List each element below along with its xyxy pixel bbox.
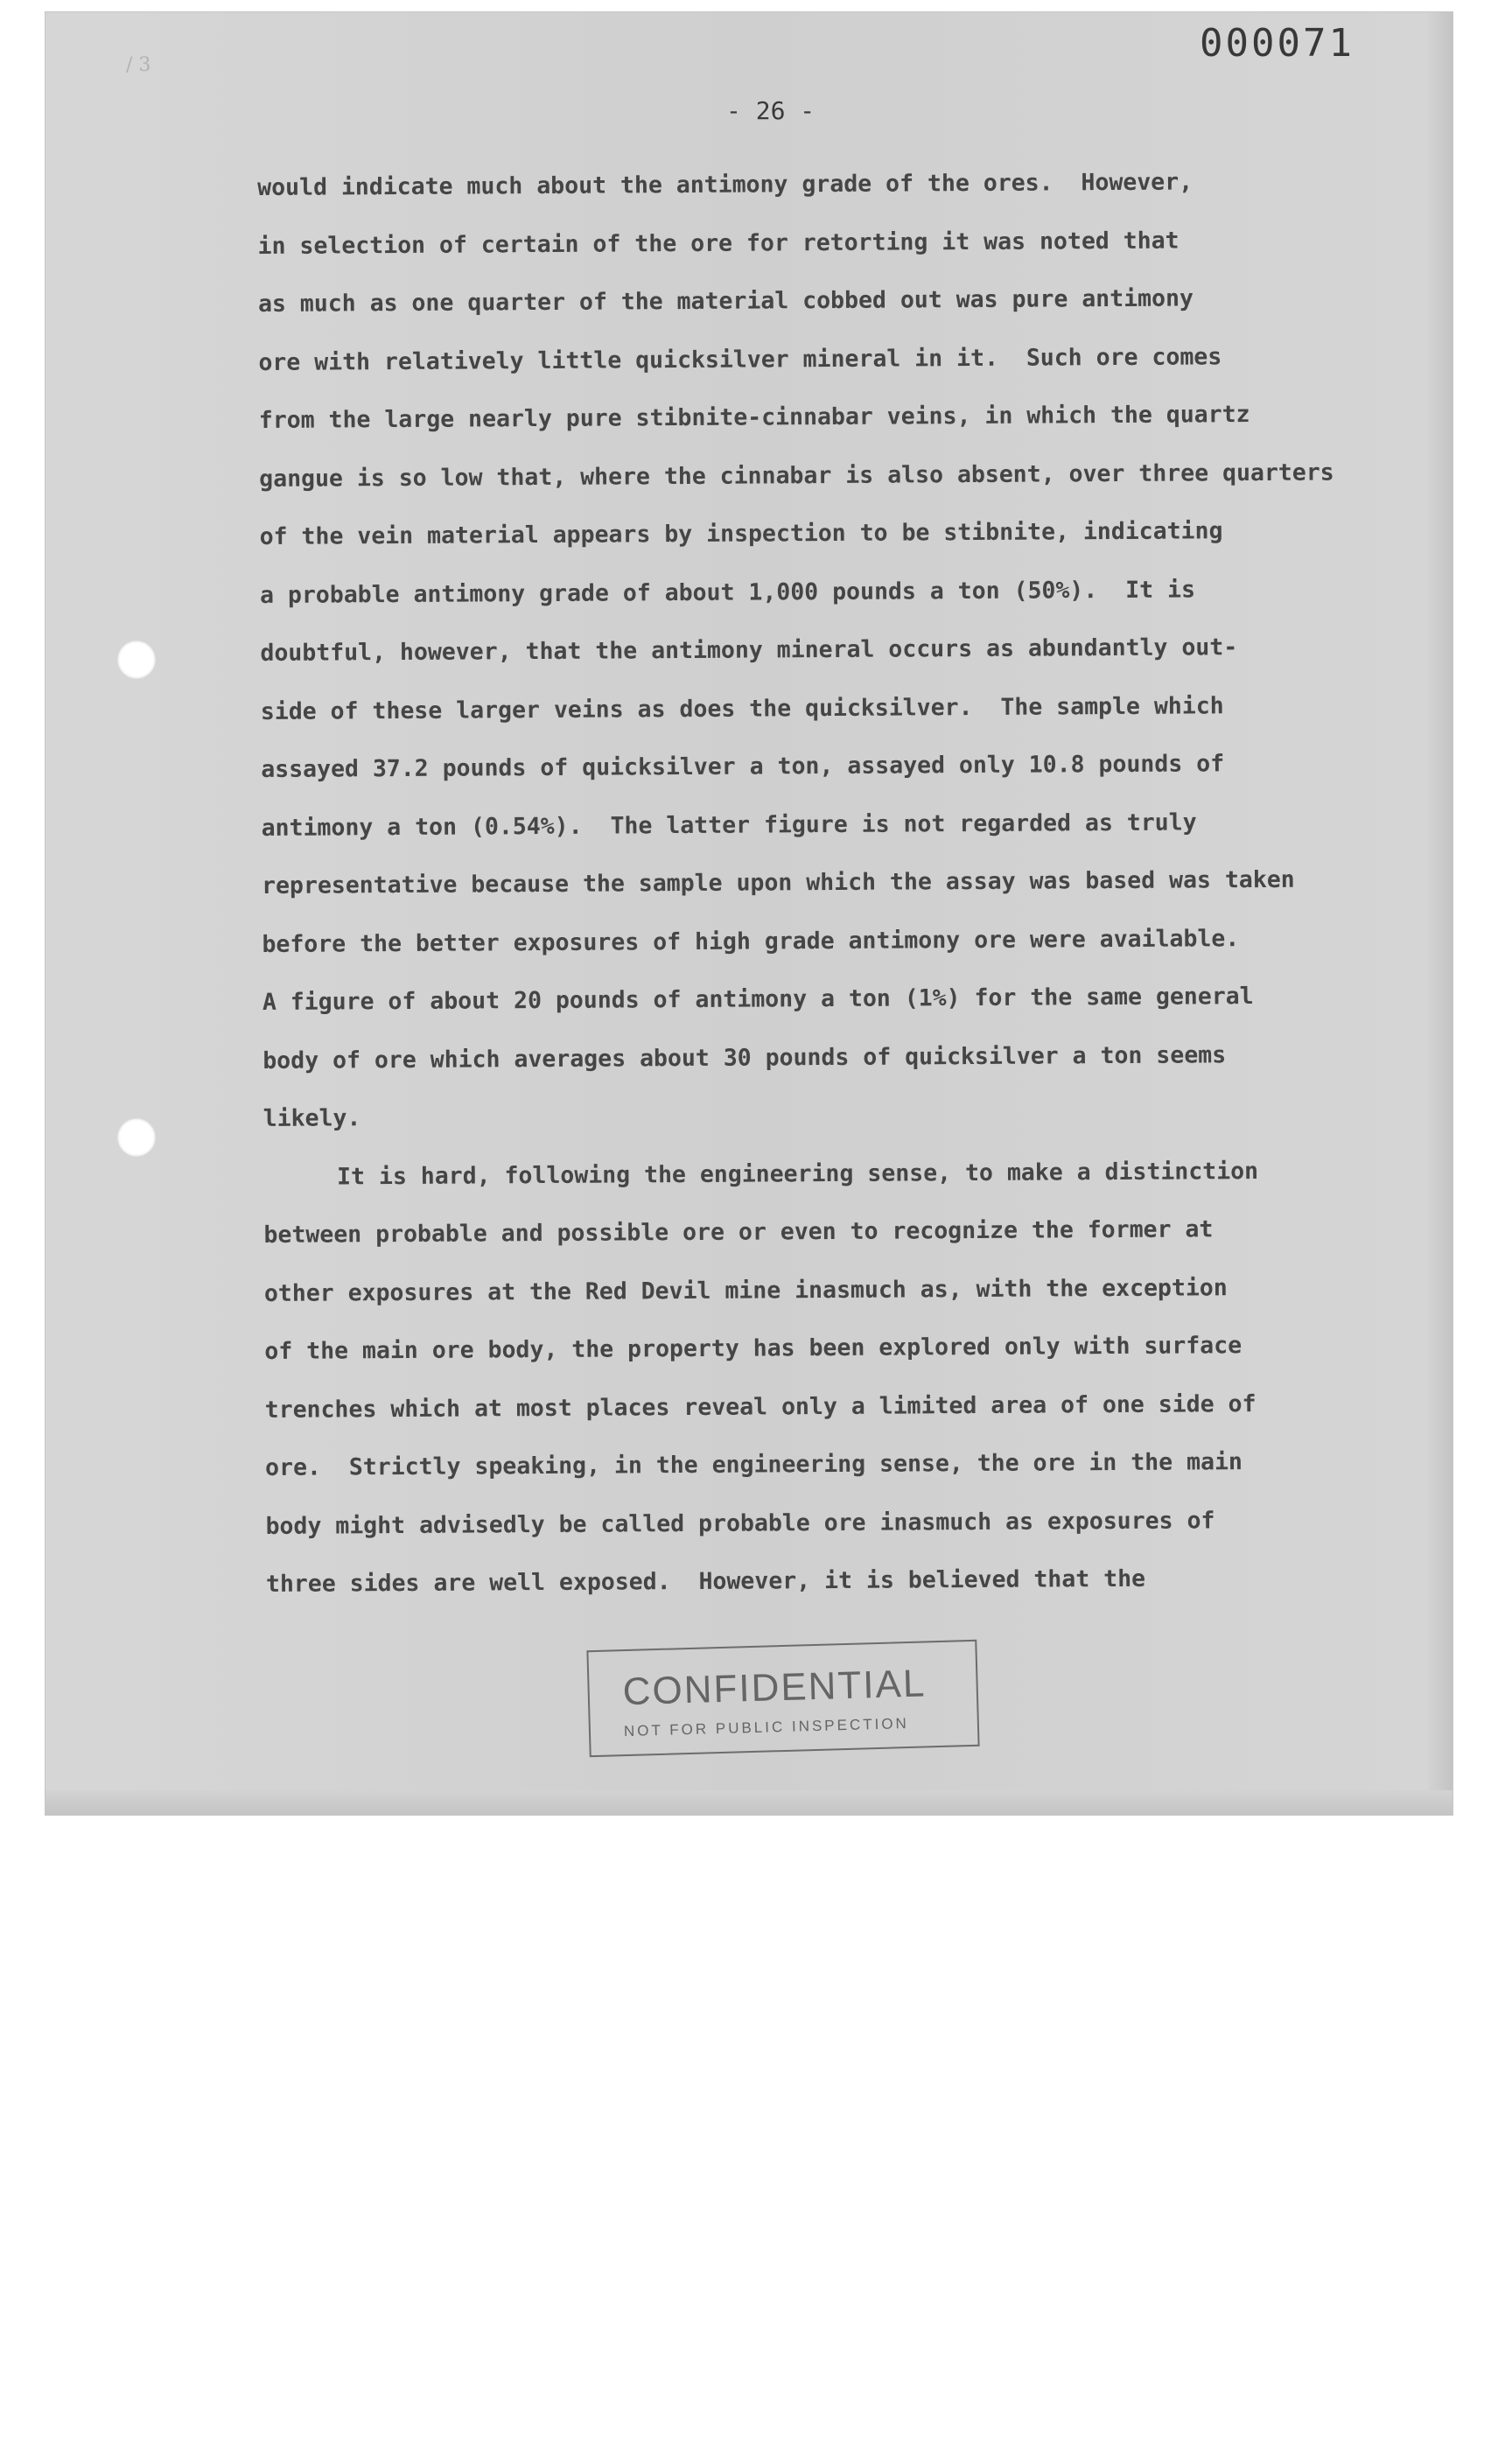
text-line: body might advisedly be called probable ore inasmuch as exposures of xyxy=(265,1506,1215,1540)
text-line: likely. xyxy=(262,1104,361,1132)
text-line: A figure of about 20 pounds of antimony a ton (1%) for the same general xyxy=(262,983,1254,1016)
stamp-subtitle: NOT FOR PUBLIC INSPECTION xyxy=(623,1714,910,1740)
text-line: ore. Strictly speaking, in the engineering sense, the ore in the main xyxy=(265,1448,1243,1481)
text-line: body of ore which averages about 30 pounds of quicksilver a ton seems xyxy=(262,1040,1227,1074)
paragraph-2 xyxy=(263,1141,1456,1614)
stamp-title: CONFIDENTIAL xyxy=(622,1662,927,1714)
text-line: side of these larger veins as does the quicksilver. The sample which xyxy=(260,691,1224,725)
text-line: between probable and possible ore or even to recognize the former at xyxy=(263,1215,1214,1249)
text-line: in selection of certain of the ore for retorting it was noted that xyxy=(257,227,1180,260)
text-line: other exposures at the Red Devil mine inasmuch as, with the exception xyxy=(263,1273,1228,1307)
scanned-page xyxy=(46,12,1452,1815)
text-line: It is hard, following the engineering sense, to make a distinction xyxy=(337,1157,1259,1190)
text-line: before the better exposures of high grade antimony ore were available. xyxy=(262,924,1240,958)
text-line: of the main ore body, the property has been explored only with surface xyxy=(264,1332,1242,1365)
confidential-stamp xyxy=(586,1640,979,1757)
text-line: ore with relatively little quicksilver mineral in it. Such ore comes xyxy=(258,342,1222,376)
punch-hole xyxy=(117,640,156,679)
text-line: as much as one quarter of the material cobbed out was pure antimony xyxy=(257,284,1194,318)
paragraph-1 xyxy=(257,152,1453,1149)
text-line: of the vein material appears by inspection to be stibnite, indicating xyxy=(259,517,1223,550)
text-line: antimony a ton (0.54%). The latter figure is not regarded as truly xyxy=(261,808,1197,842)
page-number: - 26 - xyxy=(726,96,816,125)
text-line: a probable antimony grade of about 1,000 pounds a ton (50%). It is xyxy=(259,575,1196,609)
text-line: gangue is so low that, where the cinnabar is also absent, over three quarters xyxy=(259,458,1334,493)
text-line: representative because the sample upon which the assay was based was taken xyxy=(261,865,1295,900)
text-line: would indicate much about the antimony grade of the ores. However, xyxy=(257,168,1194,201)
body-text xyxy=(257,152,1456,1614)
punch-hole xyxy=(117,1118,156,1157)
text-line: three sides are well exposed. However, it is believed that the xyxy=(265,1564,1146,1598)
scan-bottom-shadow xyxy=(46,1790,1452,1815)
pencil-mark: / 3 xyxy=(126,54,151,76)
text-line: assayed 37.2 pounds of quicksilver a ton, assayed only 10.8 pounds of xyxy=(261,750,1225,783)
text-line: doubtful, however, that the antimony mineral occurs as abundantly out- xyxy=(260,634,1238,667)
text-line: from the large nearly pure stibnite-cinnabar veins, in which the quartz xyxy=(258,401,1250,434)
text-line: trenches which at most places reveal only a limited area of one side of xyxy=(264,1390,1256,1424)
document-number: 000071 xyxy=(1200,21,1354,66)
